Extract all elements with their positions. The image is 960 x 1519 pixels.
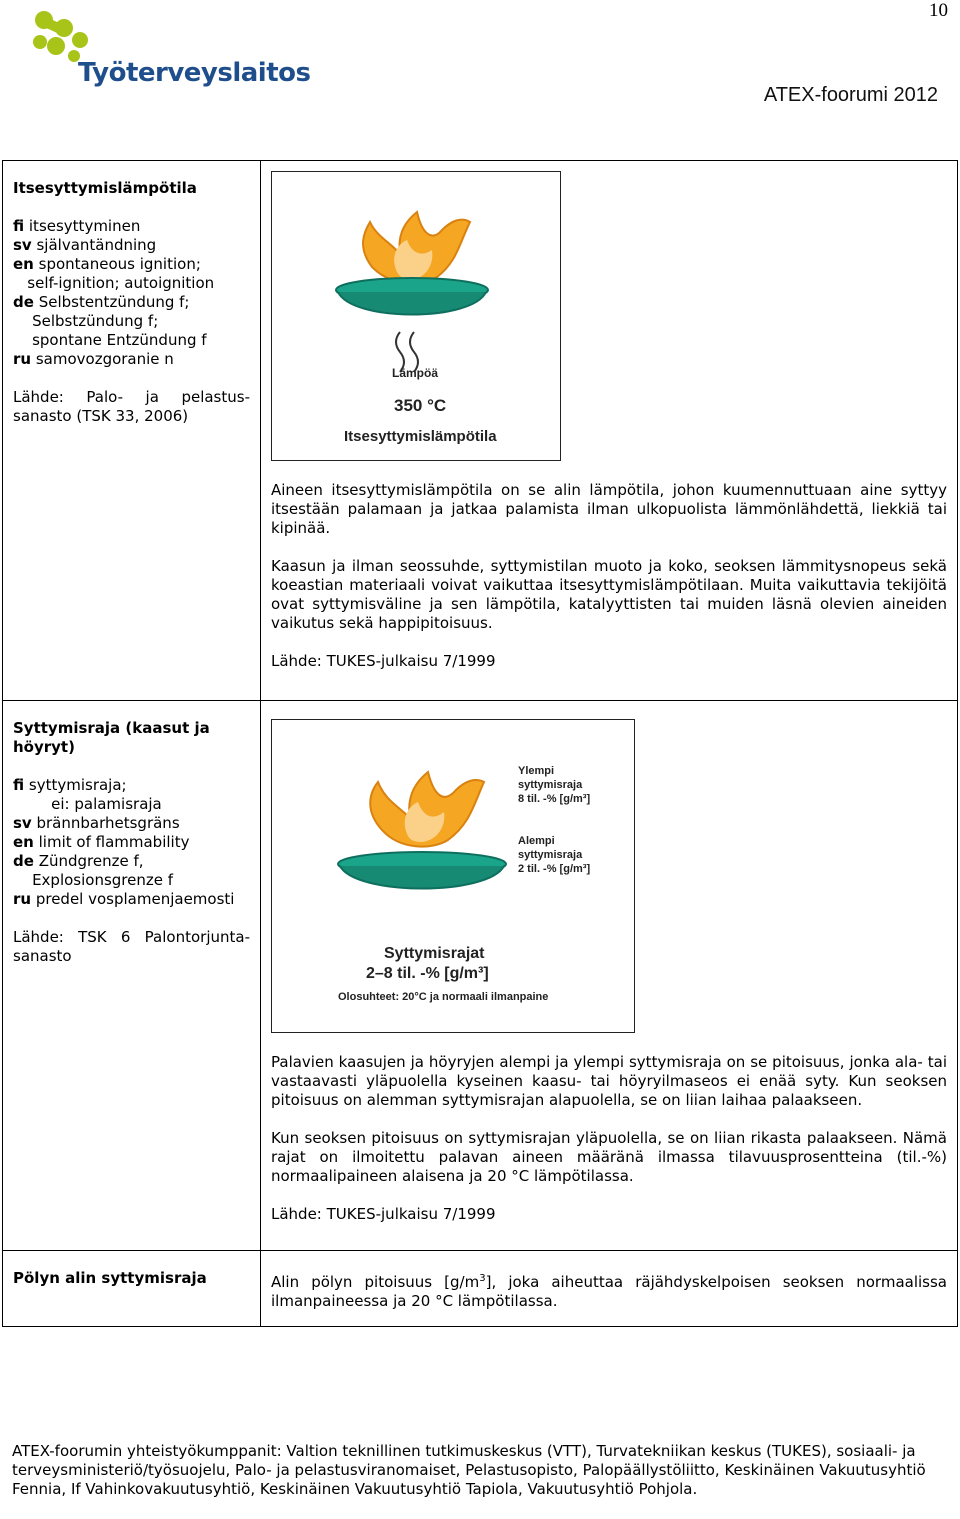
tyoterveyslaitos-logo [28,6,311,98]
forum-title: ATEX-foorumi 2012 [763,84,938,106]
term-title: Pölyn alin syttymisraja [13,1269,207,1287]
upper-limit-label: Ylempi syttymisraja 8 til. -% [g/m³] [518,765,591,805]
translation-line: ru samovozgoranie n [13,350,174,368]
table-row [3,1251,958,1327]
flammability-limits-figure [271,719,635,1033]
table-row [3,161,958,701]
translation-line: spontane Entzündung f [13,331,207,349]
terms-table [2,160,958,1327]
page-number: 10 [929,0,948,21]
figure-label-temperature: 350 °C [394,396,447,415]
description-paragraph: Alin pölyn pitoisuus $[g/m^3]$, joka aiheuttaa räjähdyskelpoisen seoksen normaalissa ilmanpaineessa ja 20 °C lämpötilassa. [271,1273,947,1310]
description-paragraph: Kaasun ja ilman seossuhde, syttymistilan muoto ja koko, seoksen lämmitysnopeus sekä koeastian materiaali voivat vaikuttaa itsesyttymislämpötilaan. Muita vaikuttavia tekijöitä ovat syttymisväline ja sen lämpötila, katalyyttisten tai muiden läsnä olevien aineiden vaikutus sekä happipitoisuus. [271,557,947,632]
logo-wordmark: Työterveyslaitos [78,58,311,88]
description-paragraph: Kun seoksen pitoisuus on syttymisrajan yläpuolella, se on liian rikasta palaakseen. Nämä rajat on ilmoitettu palavan aineen määränä ilmassa tilavuusprosentteina (til.-%) normaalipaineen alaisena ja 20 °C lämpötilassa. [271,1129,947,1185]
translation-line: self-ignition; autoignition [13,274,215,292]
source-note: Lähde: TUKES-julkaisu 7/1999 [271,1205,496,1223]
translation-line: de Zündgrenze f, [13,852,144,870]
translation-line: Explosionsgrenze f [13,871,174,889]
term-title: Itsesyttymislämpötila [13,179,197,197]
translation-line: sv brännbarhetsgräns [13,814,180,832]
figure-title: Syttymisrajat [384,945,485,962]
lower-limit-label: Alempi syttymisraja 2 til. -% [g/m³] [518,835,591,875]
source-note: Lähde: TUKES-julkaisu 7/1999 [271,652,496,670]
description-paragraph: Palavien kaasujen ja höyryjen alempi ja ylempi syttymisraja on se pitoisuus, jonka ala- tai vastaavasti yläpuolella kyseinen kaasu- tai höyryilmaseos ei enää syty. Kun seoksen pitoisuus on alemman syttymisrajan alapuolella, se on liian laihaa palaakseen. [271,1053,947,1109]
translation-line: fi syttymisraja; [13,776,127,794]
translation-line: sv självantändning [13,236,157,254]
figure-label-caption: Itsesyttymislämpötila [344,428,497,445]
translation-line: ru predel vosplamenjaemosti [13,890,235,908]
term-cell [3,701,261,1251]
partners-footer: ATEX-foorumin yhteistyökumppanit: Valtion teknillinen tutkimuskeskus (VTT), Turvatekniikan keskus (TUKES), sosiaali- ja terveysministeriö/työsuojelu, Palo- ja pelastusviranomaiset, Pelastusopisto, Palopäällystöliitto, Keskinäinen Vakuutusyhtiö Fennia, If Vahinkovakuutusyhtiö, Keskinäinen Vakuutusyhtiö Tapiola, Vakuutusyhtiö Pohjola. [12,1442,926,1498]
translation-line: fi itsesyttyminen [13,217,141,235]
figure-conditions: Olosuhteet: 20°C ja normaali ilmanpaine [338,991,549,1003]
description-cell [261,161,958,701]
translations-list [13,776,250,909]
description-paragraph: Aineen itsesyttymislämpötila on se alin lämpötila, johon kuumennuttuaan aine syttyy itsestään palamaan ja jatkaa palamista ilman ulkopuolista lämmönlähdettä, liekkiä tai kipinää. [271,481,947,537]
autoignition-figure [271,171,561,461]
description-cell [261,1251,958,1327]
term-cell [3,161,261,701]
term-title: Syttymisraja (kaasut ja höyryt) [13,719,210,756]
figure-range: 2–8 til. -% [g/m³] [366,965,489,982]
term-cell [3,1251,261,1327]
translations-list [13,217,250,369]
description-cell [261,701,958,1251]
translation-line: en limit of flammability [13,833,190,851]
source-note: Lähde: TSK 6 Palontorjunta-sanasto [13,928,250,965]
translation-line: Selbstzündung f; [13,312,159,330]
figure-label-heat: Lämpöä [392,366,439,380]
translation-line: en spontaneous ignition; [13,255,201,273]
table-row [3,701,958,1251]
translation-line: ei: palamisraja [13,795,162,813]
flame-bowl-illustration [272,172,560,460]
source-note: Lähde: Palo- ja pelastus-sanasto (TSK 33, 2006) [13,388,250,425]
translation-line: de Selbstentzündung f; [13,293,190,311]
